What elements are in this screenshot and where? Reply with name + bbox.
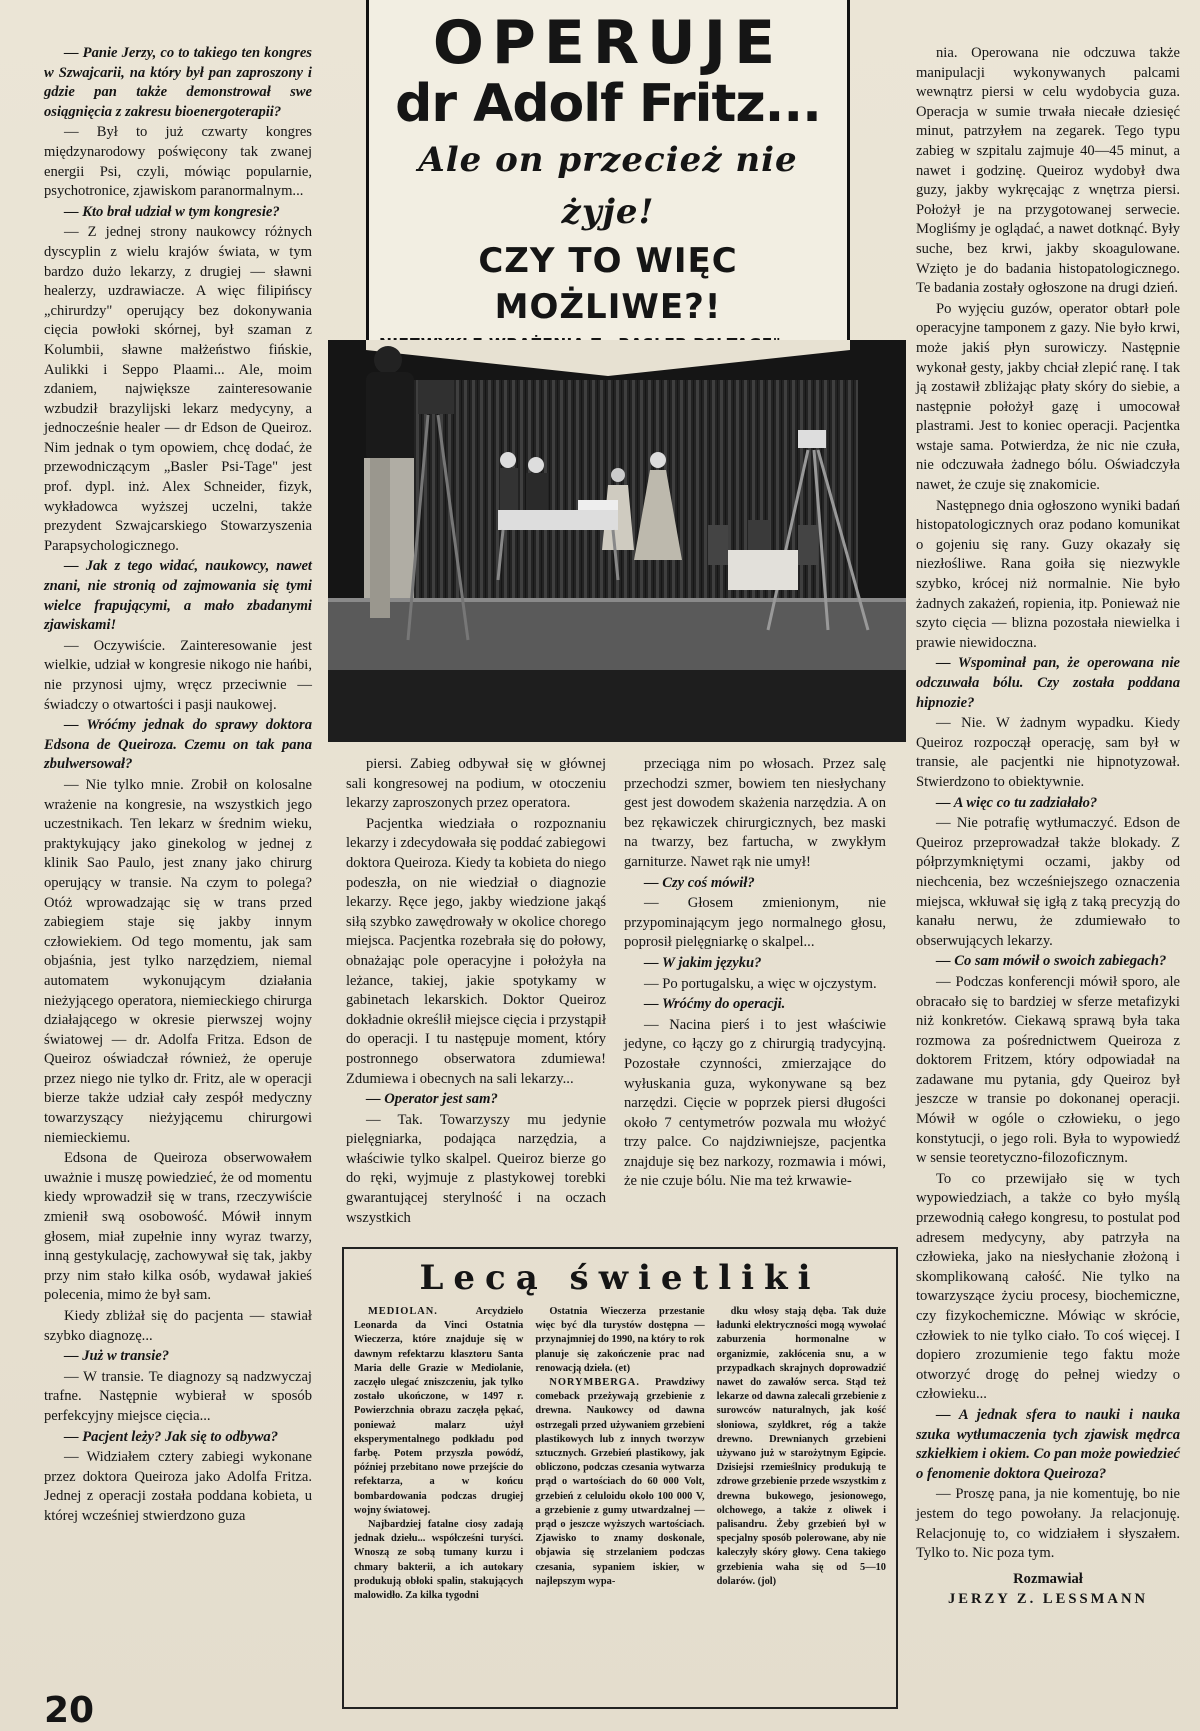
right-paragraph: — Podczas konferencji mówił sporo, ale obracało się to bardziej w sferze metafizyki niż konkretów. Ciekawą sprawą była taka rozmowa za pośrednictwem Queiroza z doktorem Fritzem, który odpowiadał na zadawane mu pytania, gdy Queiroz był jeszcze w transie po dokonanej operacji. Mówił w ogóle o człowieku, o jego konstytucji, o jego roli. Była to wypowiedź w sensie teoretyczno-filozoficznym. xyxy=(916,973,1180,1167)
left-paragraph: — Już w transie? xyxy=(64,1348,170,1365)
left-paragraph: — Wróćmy jednak do sprawy doktora Edsona de Queiroza. Czemu on tak pana zbulwersował? xyxy=(44,717,312,773)
left-paragraph: — W transie. Te diagnozy są nadzwyczaj trafne. Następnie wybierał w sposób perfekcyjny miejsce cięcia... xyxy=(44,1368,312,1424)
left-paragraph: — Pacjent leży? Jak się to odbywa? xyxy=(64,1428,279,1445)
right-paragraph: — Nie potrafię wytłumaczyć. Edson de Queiroz przeprowadzał także blokady. Z półprzymkniętymi oczami, jakby od niechcenia, bez wcześniejszego oznaczenia miejsca, wkłuwał się igłą z taką precyzją do kanału nerwu, że zdumiewało to obserwujących lekarzy. xyxy=(916,815,1180,949)
left-paragraph: — Z jednej strony naukowcy różnych dyscyplin z wielu krajów świata, w tym bardzo dużo lekarzy, z drugiej — sławni healerzy, uzdrawiacze. A więc filipińscy „chirurdzy" operujący bez dokonywania cięcia powłoki skórnej, był szaman z Kolumbii, sławne małżeństwo fińskie, Aulikki i Seppo Plaami... Ale, moim zdaniem, największe zainteresowanie wzbudził brazylijski lekarz medycyny, a jednocześnie healer — dr Edson de Queiroz. Nim jednak o tym opowiem, chcę dodać, że przewodniczącym „Basler Psi-Tage" jest prof. dypl. inż. Alex Schneider, fizyk, wykładowca wyższej uczelni, także prezydent Szwajcarskiego Stowarzyszenia Parapsychologicznego. xyxy=(44,224,312,554)
mid2-paragraph: — Czy coś mówił? xyxy=(644,874,755,891)
sidebar-news-box xyxy=(342,1247,898,1709)
box-column-3 xyxy=(717,1305,886,1603)
article-column-mid-2 xyxy=(624,755,886,1193)
box-lead-norymberga: NORYMBERGA. xyxy=(549,1377,640,1389)
mid2-paragraph: — Głosem zmienionym, nie przypominającym jego normalnego głosu, poprosił pielęgniarkę o skalpel... xyxy=(624,895,886,951)
headline-title-2: dr Adolf Fritz... xyxy=(395,74,821,134)
page-number: 20 xyxy=(44,1690,95,1731)
box-column-2 xyxy=(535,1305,704,1603)
mid2-paragraph: — Nacina pierś i to jest właściwie jedyne, co łączy go z chirurgią tradycyjną. Pozostałe czynności, zmierzające do wyłuskania guza, wykonywane są bez narzędzi. Cięcie w poprzek piersi długości około 7 centymetrów pozwala mu włożyć trzy palce. Co najdziwniejsze, pacjentka znajduje się bez narkozy, rozmawia i mówi, że nie czuje bólu. Nie ma też krwawie- xyxy=(624,1016,886,1190)
stage-photo-image xyxy=(328,340,906,742)
box-text-3: dku włosy stają dęba. Tak duże ładunki elektryczności mogą wywołać zaburzenia hormonalne w organizmie, zakłócenia snu, a w przypadkach skrajnych doprowadzić nawet do zawałów serca. Stąd też lekarze od dawna zalecali grzebienie z surowców naturalnych, jak kość słoniowa, szyldkret, róg a także drewno. Drewnianych grzebieni używano już w starożytnym Egipcie. Dzisiejsi rzemieślnicy produkują te zdrowe grzebienie przede wszystkim z drewna bukowego, jesionowego, olchowego, a także z oliwek i palisandru. Żeby grzebień był w specjalny sposób polerowane, aby nie kaleczyły skóry głowy. Cena takiego grzebienia waha się od 5—10 dolarów. (jol) xyxy=(716,1306,886,1587)
left-paragraph: — Oczywiście. Zainteresowanie jest wielkie, udział w kongresie nikogo nie hańbi, nie przynosi ujmy, wręcz przeciwnie — świadczy o otwartości i pasji naukowej. xyxy=(44,637,312,713)
left-paragraph: — Był to już czwarty kongres międzynarodowy poświęcony tak zwanej energii Psi, czyli, mówiąc popularnie, psychotronice, zjawiskom paranormalnym... xyxy=(44,124,312,200)
right-paragraph: — A więc co tu zadziałało? xyxy=(936,794,1098,811)
box-text-1b: Najbardziej fatalne ciosy zadają jednak dziełu... współcześni turyści. Wnoszą ze sobą tumany kurzu i chmary bakterii, a ich autokary produkują obłoki spalin, stakujących malowidło. Za kilka tygodni xyxy=(354,1519,524,1602)
left-paragraph: — Nie tylko mnie. Zrobił on kolosalne wrażenie na kongresie, na wszystkich jego uczestnikach. Ten lekarz w średnim wieku, praktykujący jako ginekolog w jednej z klinik Sao Paulo, jest znany jako chirurg operujący w transie. Na czym to polega? Otóż wprowadzając się w trans przed zabiegiem staje się jakby innym człowiekiem. Od tego momentu, jak sam objaśnia, jest tylko narzędziem, niemal automatem wykonującym działania nieżyjącego operatora, niemieckiego chirurga działającego w okresie pierwszej wojny światowej — dr. Adolfa Fritza. Edson de Queiroz oświadczał również, że operuje przez niego nie tylko dr. Fritz, ale w operacji bierze także udział cały zespół medyczny towarzyszący nieżyjącemu chirurgowi niemieckiemu. xyxy=(44,776,312,1146)
signature-name: JERZY Z. LESSMANN xyxy=(947,1591,1149,1608)
left-paragraph: — Widziałem cztery zabiegi wykonane przez doktora Queiroza jako Adolfa Fritza. Jednej z operacji została poddana kobieta, u której wcześniej stwierdzono guza xyxy=(44,1449,312,1524)
mid2-paragraph: — Po portugalsku, a więc w ojczystym. xyxy=(644,975,877,992)
right-paragraph: Następnego dnia ogłoszono wyniki badań histopatologicznych oraz podano komunikat o gojeniu się rany. Guzy okazały się niezłośliwe. Rana goiła się niezwykle szybko, krócej niż normalnie. Nie było żadnych zakażeń, ropienia, itp. Ponieważ nie szyto cięcia — blizna pozostała niewielka i prawie niewidoczna. xyxy=(916,497,1180,651)
right-paragraph: — Proszę pana, ja nie komentuję, bo nie jestem do tego powołany. Ja relacjonuję. Relacjonuję to, co widziałem i słyszałem. Tylko to. Nic poza tym. xyxy=(916,1486,1180,1562)
right-paragraph: nia. Operowana nie odczuwa także manipulacji wykonywanych palcami wewnątrz piersi w celu wydobycia guza. Operacja w sumie trwała niecałe dziesięć minut, patrzyłem na zegarek. Tego typu zabieg w szpitalu zajmuje 40—45 minut, a nawet i godzinę. Queiroz wydobył dwa guzy, jakby wykręcając z wnętrza piersi. Położył je na przygotowanej serwecie. Mogliśmy je oglądać, a nawet dotknąć. Były suche, bez krwi, jakby skoagulowane. Wzięto je do badania histopatologicznego. Te badania zostały ogłoszone na drugi dzień. xyxy=(916,45,1180,297)
article-column-right xyxy=(916,44,1180,1611)
mid2-paragraph: — W jakim języku? xyxy=(644,954,762,971)
right-paragraphs xyxy=(916,44,1180,1564)
left-paragraph: — Kto brał udział w tym kongresie? xyxy=(64,203,280,220)
left-paragraph: Edsona de Queiroza obserwowałem uważnie i muszę powiedzieć, że od momentu kiedy wprowadził się w trans, rzeczywiście zmienił swą osobowość. Mówił innym głosem, miał zupełnie inny wyraz twarzy, inną gestykulację, zachowywał się tak, jakby przy nim stało kilka osób, wydawał jakieś polecenia, mimo że był sam. xyxy=(44,1150,312,1304)
box-text-1: Arcydzieło Leonarda da Vinci Ostatnia Wieczerza, które znajduje się w dawnym refektarzu klasztoru Santa Maria delle Grazie w Mediolanie, zaczęło ulegać zniszczeniu, jak tylko zostało ukończone, w 1497 r. Powierzchnia obrazu zaczęła pękać, ponieważ malarz użył eksperymentalnego podkładu pod farbę. Potem przyszła powódź, później przebitano nowe przejście do refektarza, a w końcu bombardowania podczas drugiej wojny światowej. xyxy=(354,1306,524,1516)
article-column-left xyxy=(44,44,312,1528)
mid1-paragraph: — Tak. Towarzyszy mu jedynie pielęgniarka, podająca narzędzia, a właściwie tylko skalpel. Queiroz bierze go do ręki, wyjmuje z plastykowej torebki gwarantującej sterylność i na oczach wszystkich xyxy=(346,1111,606,1226)
headline-question: CZY TO WIĘC MOŻLIWE?! xyxy=(478,241,738,327)
mid1-paragraph: — Operator jest sam? xyxy=(366,1091,498,1108)
box-text-2: Ostatnia Wieczerza przestanie więc być dla turystów dostępna — przynajmniej do 1990, na który to rok planuje się zakończenie prac nad renowacją dzieła. (et) xyxy=(535,1306,705,1374)
right-paragraph: — Wspominał pan, że operowana nie odczuwała bólu. Czy została poddana hipnozie? xyxy=(916,655,1180,711)
mid2-paragraph: przeciąga nim po włosach. Przez salę przechodzi szmer, bowiem ten niesłychany gest jest dowodem skażenia narzędzia. A on bez rękawiczek chirurgicznych, bez maski na twarzy, bez fartucha, w zwykłym garniturze. Nawet rąk nie umył! xyxy=(624,756,886,870)
box-columns xyxy=(354,1305,886,1603)
mid1-paragraph: Pacjentka wiedziała o rozpoznaniu lekarzy i zdecydowała się poddać zabiegowi doktora Queiroza. Kiedy ta kobieta do niego podeszła, on nie wiedział o diagnozie lekarzy. Ręce jego, jakby wiedzione jakąś siłą szybko zawędrowały w okolice chorego miejsca. Pacjentka rozebrała się do połowy, obnażając pole operacyjne i położyła na leżance, takiej, jakie spotykamy w gabinetach lekarskich. Doktor Queiroz dokładnie określił miejsce cięcia i przystąpił do operacji. I tu następuje moment, który postronnego obserwatora zdumiewa! Zdumiewa i obecnych na sali lekarzy... xyxy=(346,815,606,1087)
box-lead-mediolan: MEDIOLAN. xyxy=(368,1306,438,1317)
mid1-paragraph: piersi. Zabieg odbywał się w głównej sali kongresowej na podium, w otoczeniu lekarzy zaproszonych przez operatora. xyxy=(346,756,606,812)
headline-title-1: OPERUJE xyxy=(432,8,784,78)
box-column-1 xyxy=(354,1305,523,1603)
left-paragraph: — Jak z tego widać, naukowcy, nawet znani, nie stronią od zajmowania się tymi wielce frapującymi, a mało zbadanymi zjawiskami! xyxy=(44,558,312,634)
left-paragraph: Kiedy zbliżał się do pacjenta — stawiał szybko diagnozę... xyxy=(44,1308,312,1344)
right-paragraph: Po wyjęciu guzów, operator obtarł pole operacyjne tamponem z gazy. Nie było krwi, może jakiś płyn surowiczy. Następnie wykonał gesty, jakby chciał zlepić ranę. I tak ją zostawił zbliżając płaty skóry do siebie, a następnie położył gazę i umocował plastrami. Jest to koniec operacji. Pacjentka wstaje sama. Potwierdza, że nic nie czuła, nie odczuwała żadnego bólu. Oświadczyła nawet, że czuje się znakomicie. xyxy=(916,300,1180,494)
box-text-2b: Prawdziwy comeback przeżywają grzebienie z drewna. Naukowcy od dawna ostrzegali przed używaniem grzebieni plastikowych lub z innych tworzyw sztucznych. Grzebień plastikowy, jak obliczono, podczas czesania wytwarza prąd o wartościach do 60 000 Volt, grzebień z celuloidu około 100 000 V, a grzebienie z gumy utwardzalnej — prąd o jeszcze wyższych wartościach. Zjawisko to znamy doskonale, objawia się strzelaniem podczas czesania, sypaniem iskier, w najlepszym wypa- xyxy=(535,1377,705,1587)
article-column-mid-1 xyxy=(346,755,606,1229)
mid2-paragraph: — Wróćmy do operacji. xyxy=(644,996,786,1013)
right-paragraph: To co przewijało się w tych wypowiedziach, a także co było myślą przewodnią całego kongresu, to postulat pod adresem medycyny, aby patrzyła na człowieka, jako na niesłychanie złożoną i skomplikowaną całość. Nie tylko na towarzyszące życiu procesy, biochemiczne, czy fizykochemiczne. Mówiąc w skrócie, człowiek to nie tylko ciało. To coś więcej. I dopiero zrozumienie tego faktu może otworzyć drogę do pełnej wiedzy o człowieku... xyxy=(916,1170,1180,1403)
headline-box xyxy=(366,0,850,350)
right-paragraph: — Nie. W żadnym wypadku. Kiedy Queiroz rozpoczął operację, sam był w transie, ale pacjentki nie hipnotyzował. Stwierdzono to obiektywnie. xyxy=(916,715,1180,790)
stage-photo xyxy=(328,340,906,742)
headline-script-line: Ale on przecież nie żyje! xyxy=(418,140,798,232)
signature-label: Rozmawiał xyxy=(1013,1570,1083,1587)
right-paragraph: — Co sam mówił o swoich zabiegach? xyxy=(936,953,1167,970)
box-title: Lecą świetliki xyxy=(419,1258,821,1298)
right-paragraph: — A jednak sfera to nauki i nauka szuka wytłumaczenia tych zjawisk mędrca szkiełkiem i okiem. Co pan może powiedzieć o fenomenie doktora Queiroza? xyxy=(916,1406,1180,1482)
left-paragraph: — Panie Jerzy, co to takiego ten kongres w Szwajcarii, na który był pan zaproszony i gdzie pan także demonstrował swe osiągnięcia z zakresu bioenergoterapii? xyxy=(44,45,312,120)
